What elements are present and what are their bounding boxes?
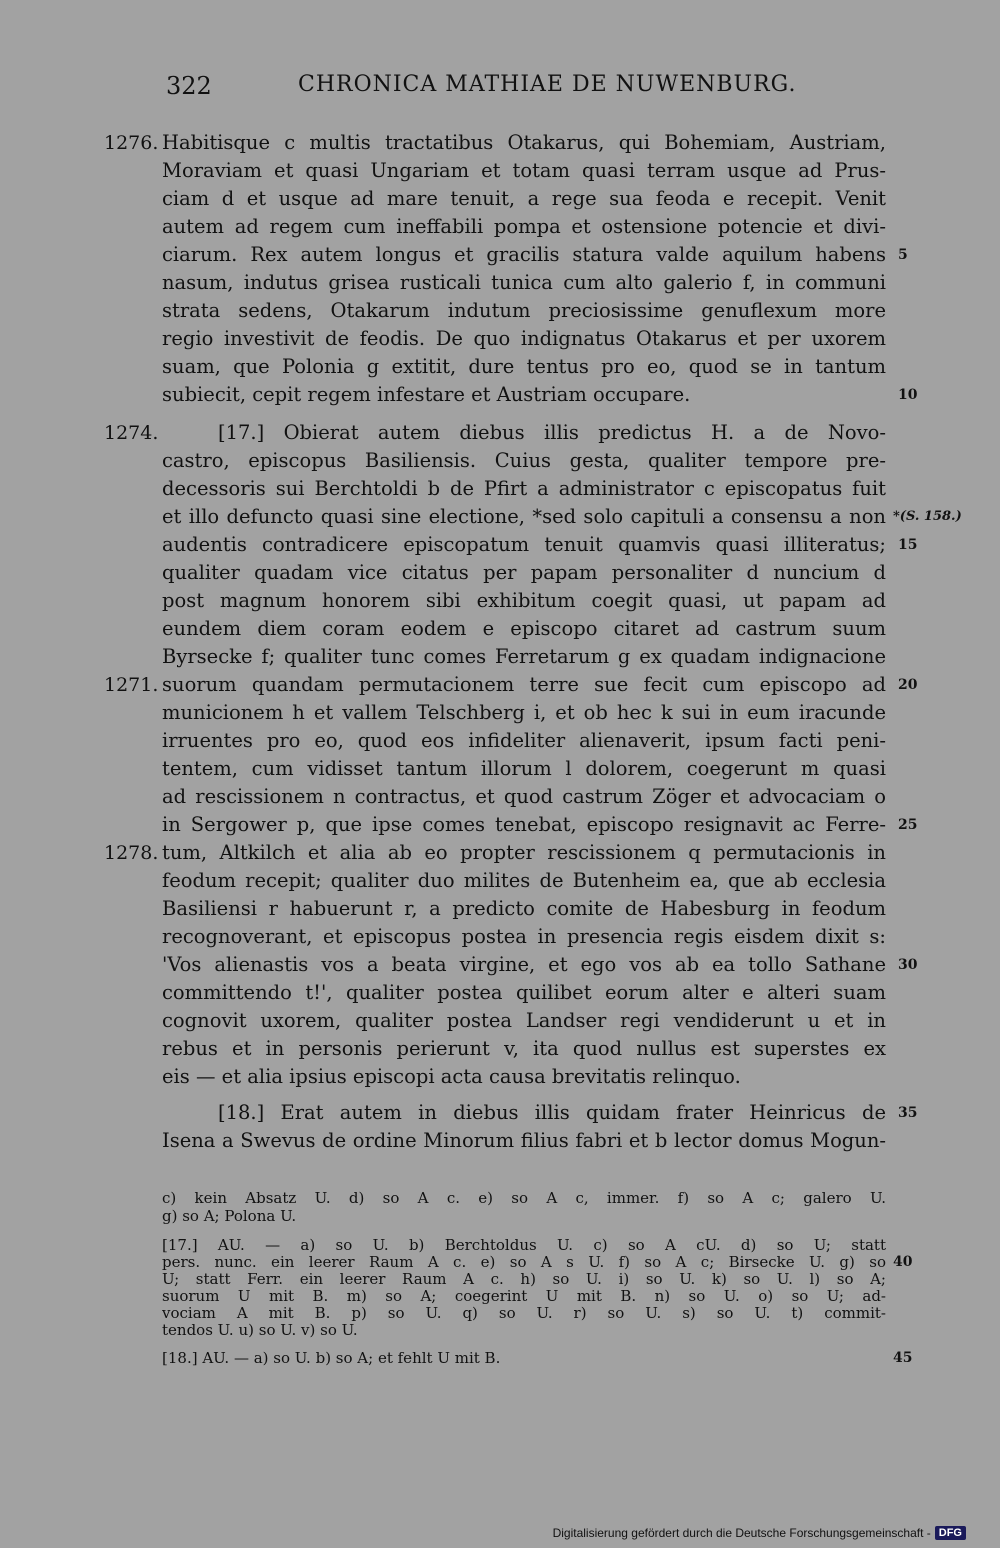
footnote-line: pers. nunc. ein leerer Raum A c. e) so A s U. f) so A c; Birsecke U. g) so — [162, 1254, 886, 1271]
text-line: recognoverant, et episcopus postea in presencia regis eisdem dixit s: — [162, 925, 886, 948]
text-line: ciam d et usque ad mare tenuit, a rege sua feoda e recepit. Venit — [162, 187, 886, 210]
text-line: Moraviam et quasi Ungariam et totam quasi terram usque ad Prus- — [162, 159, 886, 182]
text-line: irruentes pro eo, quod eos infideliter alienaverit, ipsum facti peni- — [162, 729, 886, 752]
line-number: 45 — [893, 1350, 913, 1366]
text-line: suam, que Polonia g extitit, dure tentus pro eo, quod se in tantum — [162, 355, 886, 378]
text-line: Habitisque c multis tractatibus Otakarus, qui Bohemiam, Austriam, — [162, 131, 886, 154]
footnote-line: vociam A mit B. p) so U. q) so U. r) so U. s) so U. t) commit- — [162, 1305, 886, 1322]
year-label: 1271. — [104, 674, 159, 696]
credit-text: Digitalisierung gefördert durch die Deutsche Forschungsgemeinschaft - — [552, 1526, 931, 1540]
footnote-line: U; statt Ferr. ein leerer Raum A c. h) so U. i) so U. k) so U. l) so A; — [162, 1271, 886, 1288]
text-line: post magnum honorem sibi exhibitum coegit quasi, ut papam ad — [162, 589, 886, 612]
text-line: tum, Altkilch et alia ab eo propter rescissionem q permutacionis in — [162, 841, 886, 864]
footnote-line: [17.] AU. — a) so U. b) Berchtoldus U. c) so A cU. d) so U; statt — [162, 1237, 886, 1254]
text-line: castro, episcopus Basiliensis. Cuius gesta, qualiter tempore pre- — [162, 449, 886, 472]
footnote-line: c) kein Absatz U. d) so A c. e) so A c, immer. f) so A c; galero U. — [162, 1190, 886, 1207]
text-line: decessoris sui Berchtoldi b de Pfirt a administrator c episcopatus fuit — [162, 477, 886, 500]
line-number: 15 — [898, 537, 918, 553]
page-header — [0, 72, 1000, 106]
text-line: ciarum. Rex autem longus et gracilis statura valde aquilum habens — [162, 243, 886, 266]
text-line: strata sedens, Otakarum indutum preciosissime genuflexum more — [162, 299, 886, 322]
text-line: 'Vos alienastis vos a beata virgine, et ego vos ab ea tollo Sathane — [162, 953, 886, 976]
text-line: et illo defuncto quasi sine electione, *sed solo capituli a consensu a non — [162, 505, 886, 528]
dfg-credit[interactable] — [553, 1526, 966, 1540]
text-line: Byrsecke f; qualiter tunc comes Ferretarum g ex quadam indignacione — [162, 645, 886, 668]
page-number: 322 — [166, 72, 212, 100]
text-line: committendo t!', qualiter postea quilibet eorum alter e alteri suam — [162, 981, 886, 1004]
text-line: [17.] Obierat autem diebus illis predictus H. a de Novo- — [218, 421, 886, 444]
footnote-line: suorum U mit B. m) so A; coegerint U mit B. n) so U. o) so U; ad- — [162, 1288, 886, 1305]
line-number: 35 — [898, 1105, 918, 1121]
dfg-logo: DFG — [935, 1526, 966, 1540]
line-number: 10 — [898, 387, 918, 403]
text-line: subiecit, cepit regem infestare et Austriam occupare. — [162, 383, 691, 406]
text-line: rebus et in personis perierunt v, ita quod nullus est superstes ex — [162, 1037, 886, 1060]
text-line: in Sergower p, que ipse comes tenebat, episcopo resignavit ac Ferre- — [162, 813, 886, 836]
running-title: CHRONICA MATHIAE DE NUWENBURG. — [298, 72, 797, 97]
footnote-line: tendos U. u) so U. v) so U. — [162, 1322, 358, 1339]
text-line: qualiter quadam vice citatus per papam personaliter d nuncium d — [162, 561, 886, 584]
text-line: eundem diem coram eodem e episcopo citaret ad castrum suum — [162, 617, 886, 640]
footnote-line: [18.] AU. — a) so U. b) so A; et fehlt U mit B. — [162, 1350, 501, 1367]
line-number: 30 — [898, 957, 918, 973]
footnote-line: g) so A; Polona U. — [162, 1208, 297, 1225]
text-line: regio investivit de feodis. De quo indignatus Otakarus et per uxorem — [162, 327, 886, 350]
source-page-note: *(S. 158.) — [893, 509, 962, 524]
year-label: 1276. — [104, 132, 159, 154]
text-line: autem ad regem cum ineffabili pompa et ostensione potencie et divi- — [162, 215, 886, 238]
text-line: cognovit uxorem, qualiter postea Landser regi vendiderunt u et in — [162, 1009, 886, 1032]
text-line: audentis contradicere episcopatum tenuit quamvis quasi illiteratus; — [162, 533, 886, 556]
text-line: tentem, cum vidisset tantum illorum l dolorem, coegerunt m quasi — [162, 757, 886, 780]
year-label: 1274. — [104, 422, 159, 444]
text-line: feodum recepit; qualiter duo milites de Butenheim ea, que ab ecclesia — [162, 869, 886, 892]
line-number: 25 — [898, 817, 918, 833]
text-line: suorum quandam permutacionem terre sue fecit cum episcopo ad — [162, 673, 886, 696]
year-label: 1278. — [104, 842, 159, 864]
text-line: Basiliensi r habuerunt r, a predicto comite de Habesburg in feodum — [162, 897, 886, 920]
line-number: 20 — [898, 677, 918, 693]
text-line: Isena a Swevus de ordine Minorum filius fabri et b lector domus Mogun- — [162, 1129, 886, 1152]
line-number: 40 — [893, 1254, 913, 1270]
text-line: ad rescissionem n contractus, et quod castrum Zöger et advocaciam o — [162, 785, 886, 808]
text-line: eis — et alia ipsius episcopi acta causa brevitatis relinquo. — [162, 1065, 741, 1088]
text-line: municionem h et vallem Telschberg i, et ob hec k sui in eum iracunde — [162, 701, 886, 724]
text-line: [18.] Erat autem in diebus illis quidam frater Heinricus de — [218, 1101, 886, 1124]
line-number: 5 — [898, 247, 908, 263]
text-line: nasum, indutus grisea rusticali tunica cum alto galerio f, in communi — [162, 271, 886, 294]
